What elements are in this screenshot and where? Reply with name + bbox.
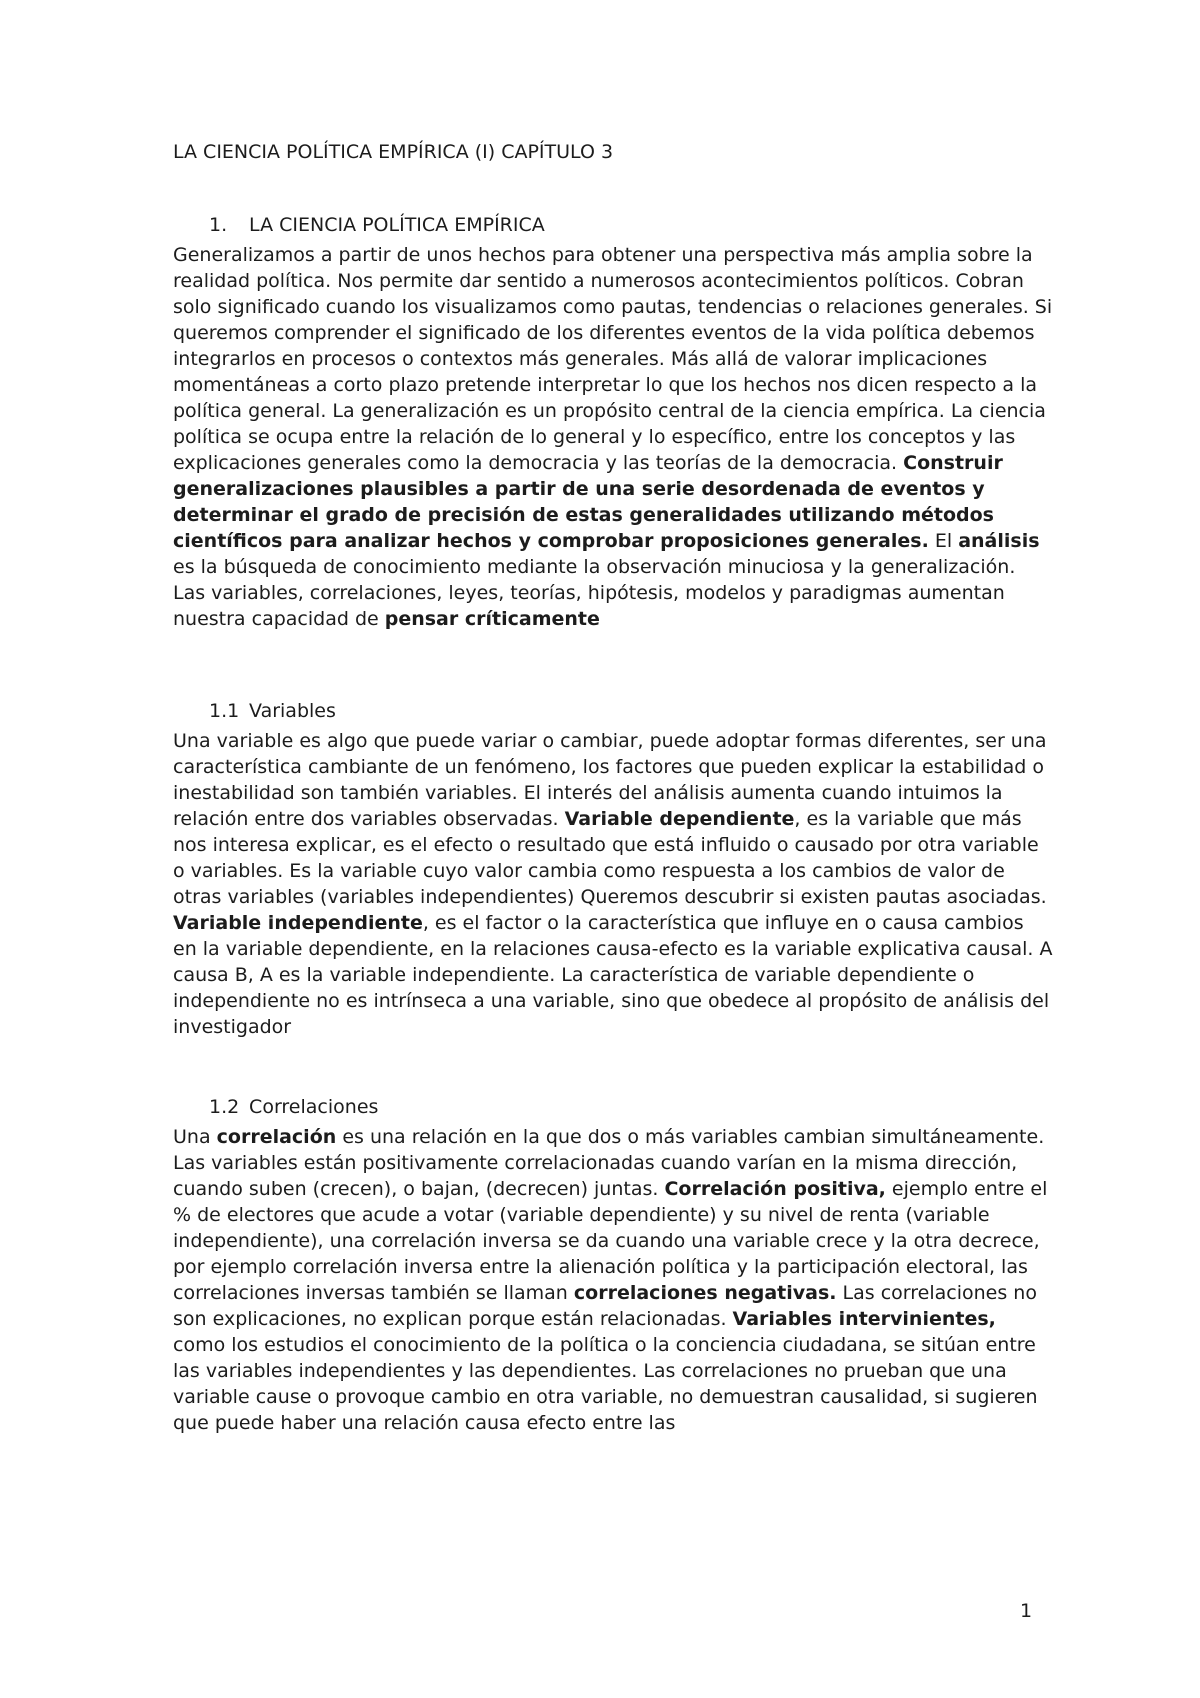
text-run: es la búsqueda de conocimiento mediante la observación minuciosa y la generalización. Las variables, correlaciones, leyes, teorías, hipótesis, modelos y paradigmas aumentan nuestra capacidad de [173,556,1016,630]
section-heading-1-1 [173,698,1053,724]
section-1-paragraph [173,242,1053,632]
bold-text-run: Variable dependiente [564,808,795,830]
text-run: ejemplo entre el % de electores que acude a votar (variable dependiente) y su nivel de renta (variable independiente), una correlación inversa se da cuando una variable crece y la otra decrece, por ejemplo correlación inversa entre la alienación política y la participación electoral, las correlaciones inversas también se llaman [173,1178,1048,1304]
bold-text-run: análisis [958,530,1040,552]
text-run: , es el factor o la característica que influye en o causa cambios en la variable dependiente, en la relaciones causa-efecto es la variable explicativa causal. A causa B, A es la variable independiente. La característica de variable dependiente o independiente no es intrínseca a una variable, sino que obedece al propósito de análisis del investigador [173,912,1053,1038]
bold-text-run: Variables intervinientes, [732,1308,996,1330]
text-run: Las correlaciones no son explicaciones, no explican porque están relacionadas. [173,1282,1037,1330]
bold-text-run: Correlación positiva, [664,1178,886,1200]
section-heading-1 [173,212,1053,238]
section-1-2-paragraph [173,1124,1053,1436]
bold-text-run: correlación [216,1126,337,1148]
text-run: es una relación en la que dos o más variables cambian simultáneamente. Las variables están positivamente correlacionadas cuando varían en la misma dirección, cuando suben (crecen), o bajan, (decrecen) juntas. [173,1126,1045,1200]
section-heading-text: Variables [249,700,336,722]
section-heading-1-2 [173,1094,1053,1120]
document-title: LA CIENCIA POLÍTICA EMPÍRICA (I) CAPÍTULO 3 [173,141,614,163]
page-content [173,138,1053,1436]
section-1-1-paragraph [173,728,1053,1040]
text-run: El [928,530,959,552]
bold-text-run: Construir generalizaciones plausibles a partir de una serie desordenada de eventos y determinar el grado de precisión de estas generalidades utilizando métodos científicos para analizar hechos y comprobar proposiciones generales. [173,452,1003,552]
text-run: Generalizamos a partir de unos hechos para obtener una perspectiva más amplia sobre la realidad política. Nos permite dar sentido a numerosos acontecimientos políticos. Cobran solo significado cuando los visualizamos como pautas, tendencias o relaciones generales. Si queremos comprender el significado de los diferentes eventos de la vida política debemos integrarlos en procesos o contextos más generales. Más allá de valorar implicaciones momentáneas a corto plazo pretende interpretar lo que los hechos nos dicen respecto a la política general. La generalización es un propósito central de la ciencia empírica. La ciencia política se ocupa entre la relación de lo general y lo específico, entre los conceptos y las explicaciones generales como la democracia y las teorías de la democracia. [173,244,1053,474]
bold-text-run: Variable independiente [173,912,423,934]
bold-text-run: pensar críticamente [384,608,600,630]
section-number: 1. [209,214,228,236]
section-number: 1.2 [209,1096,240,1118]
section-heading-text: Correlaciones [249,1096,379,1118]
section-heading-text: LA CIENCIA POLÍTICA EMPÍRICA [249,214,545,236]
text-run: Una variable es algo que puede variar o cambiar, puede adoptar formas diferentes, ser una característica cambiante de un fenómeno, los factores que pueden explicar la estabilidad o inestabilidad son también variables. El interés del análisis aumenta cuando intuimos la relación entre dos variables observadas. [173,730,1047,830]
text-run: Una [173,1126,217,1148]
page-number: 1 [1020,1600,1033,1622]
text-run: como los estudios el conocimiento de la política o la conciencia ciudadana, se sitúan entre las variables independientes y las dependientes. Las correlaciones no prueban que una variable cause o provoque cambio en otra variable, no demuestran causalidad, si sugieren que puede haber una relación causa efecto entre las [173,1334,1038,1434]
section-number: 1.1 [209,700,240,722]
text-run: , es la variable que más nos interesa explicar, es el efecto o resultado que está influido o causado por otra variable o variables. Es la variable cuyo valor cambia como respuesta a los cambios de valor de otras variables (variables independientes) Queremos descubrir si existen pautas asociadas. [173,808,1047,908]
bold-text-run: correlaciones negativas. [573,1282,837,1304]
